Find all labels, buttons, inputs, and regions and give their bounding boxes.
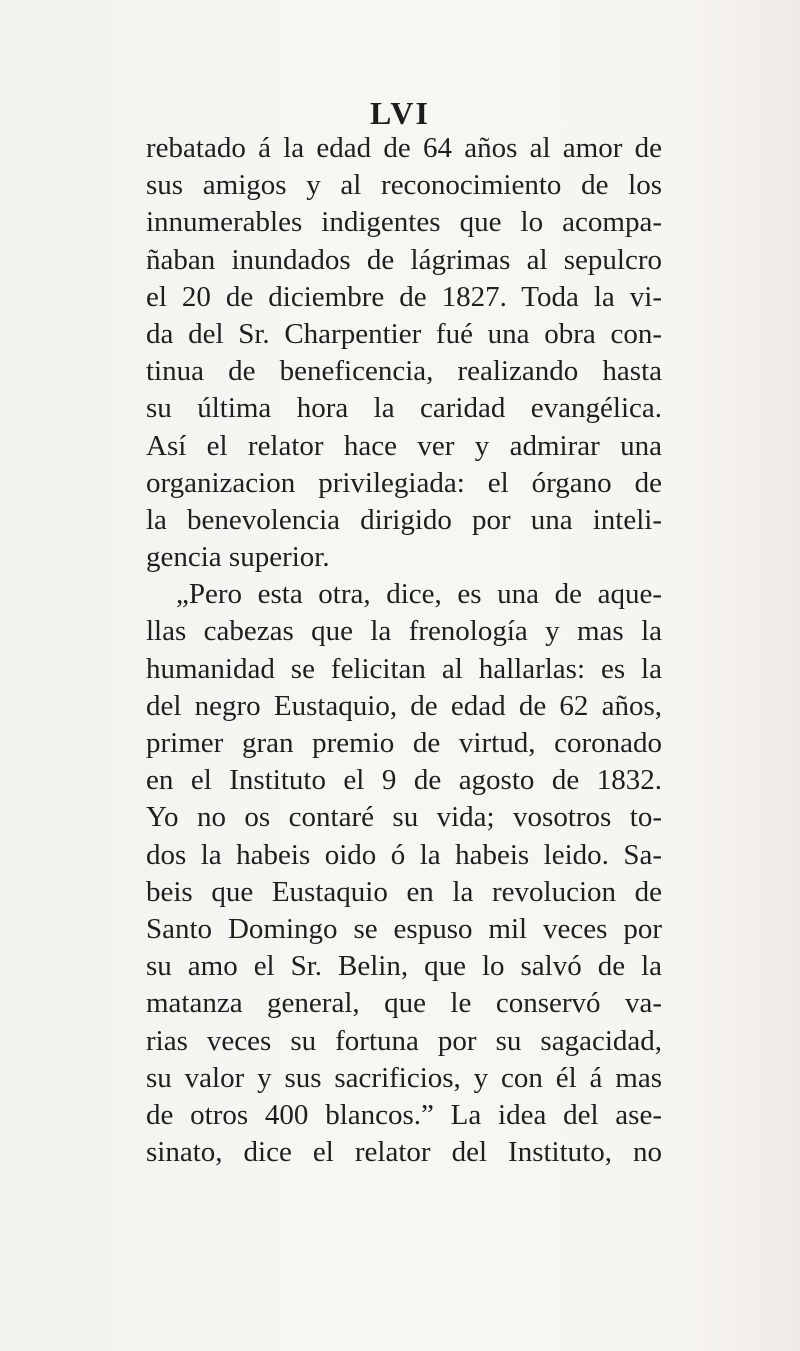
text-line: „Pero esta otra, dice, es una de aque- <box>176 578 662 611</box>
text-line: dos la habeis oido ó la habeis leido. Sa- <box>146 838 662 871</box>
page-header: LVI <box>370 95 430 131</box>
text-line: llas cabezas que la frenología y mas la <box>146 615 662 648</box>
text-line: Yo no os contaré su vida; vosotros to- <box>146 801 662 834</box>
text-line: su valor y sus sacrificios, y con él á mas <box>146 1061 662 1094</box>
text-line: sinato, dice el relator del Instituto, no <box>146 1136 662 1169</box>
text-line: ñaban inundados de lágrimas al sepulcro <box>146 243 662 276</box>
text-line: beis que Eustaquio en la revolucion de <box>146 875 662 908</box>
text-line: rias veces su fortuna por su sagacidad, <box>146 1024 662 1057</box>
text-line: su última hora la caridad evangélica. <box>146 392 662 425</box>
text-line: humanidad se felicitan al hallarlas: es la <box>146 652 662 685</box>
text-line: organizacion privilegiada: el órgano de <box>146 466 662 499</box>
text-line: su amo el Sr. Belin, que lo salvó de la <box>146 950 662 983</box>
text-line: de otros 400 blancos.” La idea del ase- <box>146 1098 662 1131</box>
text-line: rebatado á la edad de 64 años al amor de <box>146 132 662 164</box>
text-line: tinua de beneficencia, realizando hasta <box>146 355 662 388</box>
text-line: matanza general, que le conservó va- <box>146 987 662 1020</box>
text-line: del negro Eustaquio, de edad de 62 años, <box>146 689 662 722</box>
text-line: primer gran premio de virtud, coronado <box>146 727 662 759</box>
body-text <box>146 130 662 1171</box>
text-line: el 20 de diciembre de 1827. Toda la vi- <box>146 280 662 313</box>
text-line: en el Instituto el 9 de agosto de 1832. <box>146 764 662 797</box>
text-line: Santo Domingo se espuso mil veces por <box>146 912 662 945</box>
text-line: la benevolencia dirigido por una inteli- <box>146 503 662 536</box>
text-line: sus amigos y al reconocimiento de los <box>146 169 662 202</box>
text-line: innumerables indigentes que lo acompa- <box>146 206 662 239</box>
text-line: gencia superior. <box>146 541 330 574</box>
text-line: Así el relator hace ver y admirar una <box>146 429 662 462</box>
text-line: da del Sr. Charpentier fué una obra con- <box>146 317 662 350</box>
